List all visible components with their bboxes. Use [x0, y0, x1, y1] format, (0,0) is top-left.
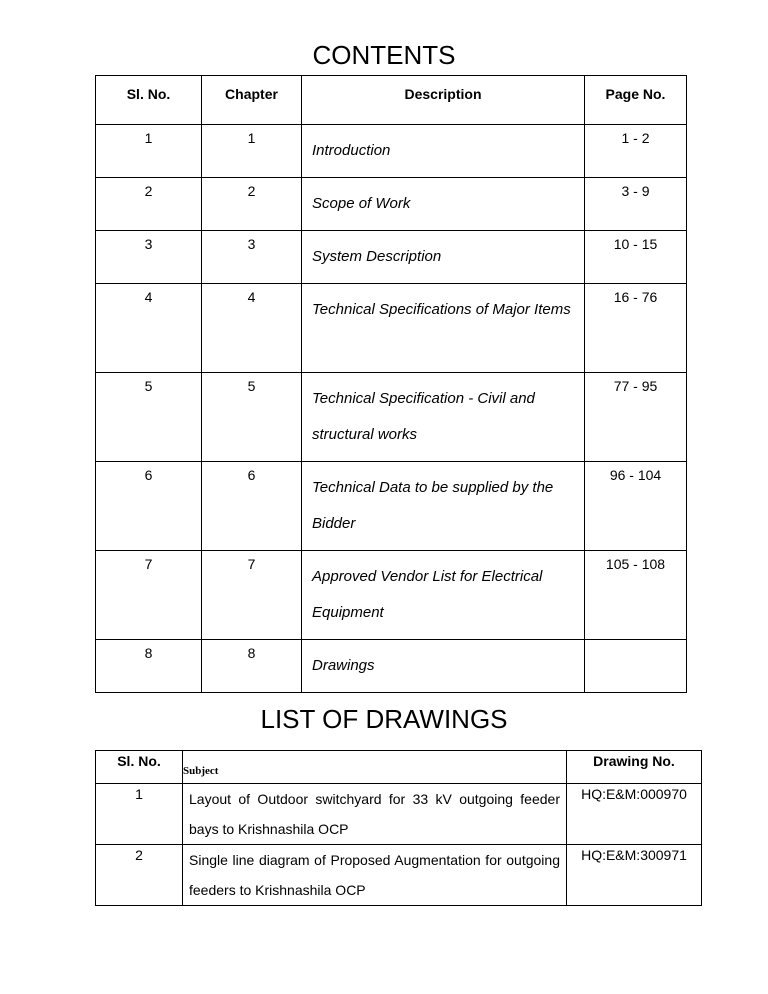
- table-row: [96, 551, 687, 640]
- drawings-header-row: [96, 751, 702, 784]
- subject-cell: Single line diagram of Proposed Augmentation for outgoing feeders to Krishnashila OCP: [183, 845, 567, 906]
- description-text: Approved Vendor List for Electrical Equipment: [312, 568, 543, 621]
- description-text: System Description: [312, 248, 442, 265]
- sl-no-cell: 1: [96, 784, 183, 845]
- description-text: Technical Specification - Civil and structural works: [312, 390, 535, 443]
- header-sl-no: Sl. No.: [96, 76, 202, 125]
- header-subject-cell: [183, 751, 567, 784]
- sl-no-cell: 8: [96, 640, 202, 693]
- header-sl-no: Sl. No.: [96, 751, 183, 784]
- description-cell: [302, 178, 585, 231]
- header-subject: Subject: [183, 765, 219, 777]
- subject-cell: Layout of Outdoor switchyard for 33 kV outgoing feeder bays to Krishnashila OCP: [183, 784, 567, 845]
- page-no-cell: 16 - 76: [585, 284, 687, 373]
- header-page-no: Page No.: [585, 76, 687, 125]
- sl-no-cell: 5: [96, 373, 202, 462]
- chapter-cell: 6: [202, 462, 302, 551]
- description-text: Scope of Work: [312, 195, 411, 212]
- description-text: Technical Data to be supplied by the Bidder: [312, 479, 554, 532]
- description-cell: [302, 284, 585, 373]
- chapter-cell: 3: [202, 231, 302, 284]
- chapter-cell: 8: [202, 640, 302, 693]
- sl-no-cell: 2: [96, 178, 202, 231]
- page-no-cell: 1 - 2: [585, 125, 687, 178]
- table-row: [96, 284, 687, 373]
- sl-no-cell: 4: [96, 284, 202, 373]
- description-cell: [302, 551, 585, 640]
- page-no-cell: 96 - 104: [585, 462, 687, 551]
- description-text: Technical Specifications of Major Items: [312, 301, 571, 318]
- sl-no-cell: 2: [96, 845, 183, 906]
- description-cell: [302, 640, 585, 693]
- sl-no-cell: 6: [96, 462, 202, 551]
- description-text: Introduction: [312, 142, 391, 159]
- description-cell: [302, 231, 585, 284]
- chapter-cell: 5: [202, 373, 302, 462]
- table-row: [96, 845, 702, 906]
- chapter-cell: 2: [202, 178, 302, 231]
- drawing-no-cell: HQ:E&M:000970: [567, 784, 702, 845]
- table-row: [96, 231, 687, 284]
- header-drawing-no: Drawing No.: [567, 751, 702, 784]
- description-cell: [302, 373, 585, 462]
- table-row: [96, 125, 687, 178]
- page-no-cell: 3 - 9: [585, 178, 687, 231]
- chapter-cell: 7: [202, 551, 302, 640]
- sl-no-cell: 1: [96, 125, 202, 178]
- page-no-cell: 10 - 15: [585, 231, 687, 284]
- sl-no-cell: 7: [96, 551, 202, 640]
- contents-header-row: [96, 76, 687, 125]
- drawing-no-cell: HQ:E&M:300971: [567, 845, 702, 906]
- table-row: [96, 373, 687, 462]
- contents-title: CONTENTS: [312, 40, 456, 70]
- contents-table: [95, 75, 687, 693]
- chapter-cell: 1: [202, 125, 302, 178]
- chapter-cell: 4: [202, 284, 302, 373]
- table-row: [96, 462, 687, 551]
- sl-no-cell: 3: [96, 231, 202, 284]
- drawings-table: [95, 750, 702, 906]
- page-no-cell: 105 - 108: [585, 551, 687, 640]
- description-text: Drawings: [312, 657, 375, 674]
- header-description: Description: [302, 76, 585, 125]
- table-row: [96, 640, 687, 693]
- table-row: [96, 784, 702, 845]
- description-cell: [302, 462, 585, 551]
- header-chapter: Chapter: [202, 76, 302, 125]
- page-no-cell: 77 - 95: [585, 373, 687, 462]
- description-cell: [302, 125, 585, 178]
- page-no-cell: [585, 640, 687, 693]
- table-row: [96, 178, 687, 231]
- drawings-title: LIST OF DRAWINGS: [260, 704, 508, 734]
